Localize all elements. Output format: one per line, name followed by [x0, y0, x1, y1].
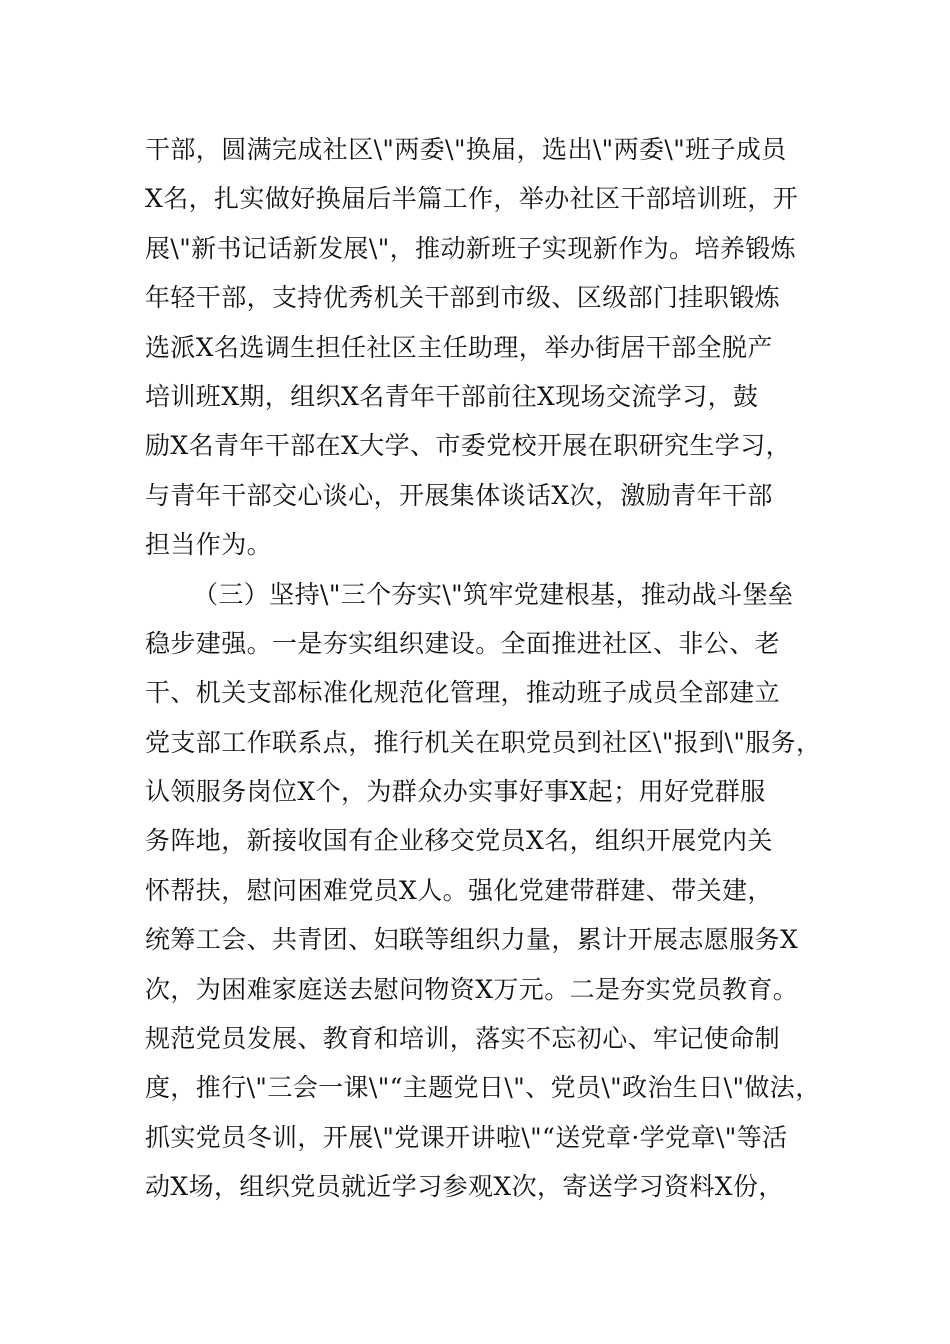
- text-line: 干部，圆满完成社区\"两委\"换届，选出\"两委\"班子成员: [145, 135, 787, 164]
- text-line: X名，扎实做好换届后半篇工作，举办社区干部培训班，开: [145, 184, 799, 214]
- text-line: 党支部工作联系点，推行机关在职党员到社区\"报到\"服务，: [145, 727, 822, 757]
- text-line: 稳步建强。一是夯实组织建设。全面推进社区、非公、老: [145, 628, 781, 658]
- paragraph-heading-line: （三）坚持\"三个夯实\"筑牢党建根基，推动战斗堡垒: [193, 579, 794, 609]
- text-line: 干、机关支部标准化规范化管理，推动班子成员全部建立: [145, 678, 781, 708]
- text-line: 怀帮扶，慰问困难党员X人。强化党建带群建、带关建，: [145, 875, 773, 905]
- text-line: 度，推行\"三会一课\"“主题党日\"、党员\"政治生日\"做法，: [145, 1073, 821, 1103]
- text-line: 规范党员发展、教育和培训，落实不忘初心、牢记使命制: [145, 1024, 781, 1054]
- text-line: 统筹工会、共青团、妇联等组织力量，累计开展志愿服务X: [145, 925, 799, 955]
- text-line: 担当作为。: [145, 530, 273, 560]
- text-line: 与青年干部交心谈心，开展集体谈话X次，激励青年干部: [145, 480, 773, 510]
- text-line: 认领服务岗位X个，为群众办实事好事X起；用好党群服: [145, 777, 766, 807]
- text-line: 励X名青年干部在X大学、市委党校开展在职研究生学习，: [145, 431, 791, 461]
- text-line: 动X场，组织党员就近学习参观X次，寄送学习资料X份，: [145, 1172, 784, 1202]
- text-line: 选派X名选调生担任社区主任助理，举办街居干部全脱产: [145, 332, 773, 362]
- body-text: [145, 125, 835, 1212]
- text-line: 务阵地，新接收国有企业移交党员X名，组织开展党内关: [145, 826, 773, 856]
- text-line: 年轻干部，支持优秀机关干部到市级、区级部门挂职锻炼: [145, 283, 781, 313]
- text-line: 培训班X期，组织X名青年干部前往X现场交流学习，鼓: [145, 381, 759, 411]
- text-line: 抓实党员冬训，开展\"党课开讲啦\"“送党章·学党章\"等活: [145, 1122, 788, 1152]
- text-line: 次，为困难家庭送去慰问物资X万元。二是夯实党员教育。: [145, 974, 799, 1004]
- text-line: 展\"新书记话新发展\"，推动新班子实现新作为。培养锻炼: [145, 233, 797, 263]
